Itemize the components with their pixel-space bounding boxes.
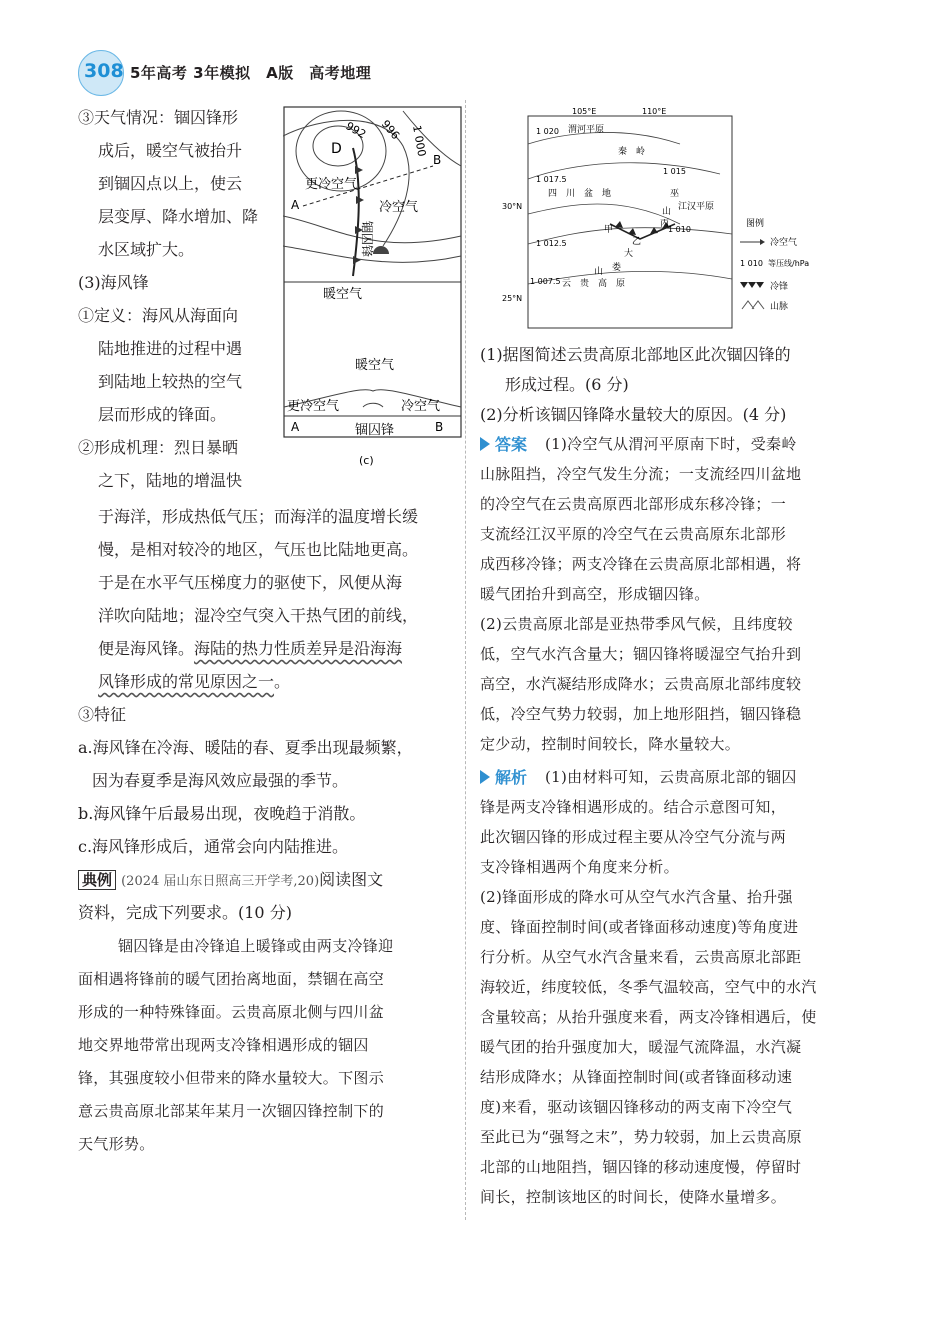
book-title: 5年高考 3年模拟 A版 高考地理 [130, 64, 372, 82]
text-line: 锋，其强度较小但带来的降水量较大。下图示 [78, 1069, 385, 1087]
text-span: 便是海风锋。 [98, 639, 195, 658]
place-label: 渭河平原 [568, 125, 605, 135]
text-line: 资料，完成下列要求。(10 分) [78, 903, 292, 922]
emphasis-text: 风锋形成的常见原因之一 [98, 672, 275, 691]
point-label: B [433, 153, 442, 167]
text-line: 之下，陆地的增温快 [98, 471, 243, 490]
text-line [98, 667, 290, 697]
explanation-text: 结形成降水；从锋面控制时间(或者锋面移动速 [480, 1068, 793, 1086]
occluded-front-figure [283, 106, 463, 476]
text-span: 。 [274, 672, 291, 691]
place-label: 娄 [612, 263, 622, 273]
text-line: 因为春夏季是海风效应最强的季节。 [92, 771, 349, 790]
lat-label: 25°N [502, 294, 523, 303]
explanation-text: 行分析。从空气水汽含量来看，云贵高原北部距 [480, 948, 802, 966]
point-label: A [291, 198, 300, 212]
answer-text: 支流经江汉平原的冷空气在云贵高原东北部形 [480, 525, 787, 543]
explanation-text: (2)锋面形成的降水可从空气水汽含量、抬升强 [480, 888, 793, 906]
explanation-text: 此次锢囚锋的形成过程主要从冷空气分流与两 [480, 828, 787, 846]
column-divider [465, 100, 466, 1220]
explanation-label: 解析 [495, 768, 528, 787]
answer-text: 低，空气水汽含量大；锢囚锋将暖湿空气抬升到 [480, 645, 802, 663]
isobar-label: 1 000 [410, 124, 429, 158]
isobar-value: 1 012.5 [536, 239, 567, 248]
section-heading: (3)海风锋 [78, 273, 149, 292]
legend-arrowhead [760, 239, 765, 245]
point-label: A [291, 420, 300, 434]
text-line: 层而形成的锋面。 [98, 405, 227, 424]
place-label: 山 [594, 267, 604, 277]
legend-title: 图例 [746, 219, 765, 229]
answer-text: 成西移冷锋；两支冷锋在云贵高原北部相遇，将 [480, 555, 802, 573]
text-line: a.海风锋在冷海、暖陆的春、夏季出现最频繁， [78, 738, 413, 757]
place-label: 乙 [632, 237, 642, 247]
example-tag: 典例 [78, 870, 116, 890]
section-label: 锢囚锋 [355, 423, 395, 438]
isobar-value: 1 010 [668, 225, 691, 234]
point-label: B [435, 420, 444, 434]
lat-label: 30°N [502, 202, 523, 211]
explanation-text: 度)来看，驱动该锢囚锋移动的两支南下冷空气 [480, 1098, 793, 1116]
explanation-marker-icon [480, 770, 490, 784]
place-label: 巫 [670, 189, 680, 199]
explanation-text: 度、锋面控制时间(或者锋面移动速度)等角度进 [480, 918, 799, 936]
answer-text: 高空，水汽凝结形成降水；云贵高原北部纬度较 [480, 675, 802, 693]
question: (1)据图简述云贵高原北部地区此次锢囚锋的 [480, 345, 791, 364]
explanation-text: (1)由材料可知，云贵高原北部的锢囚 [545, 768, 797, 786]
text-line: 地交界地带常出现两支冷锋相遇形成的锢囚 [78, 1036, 369, 1054]
lon-label: 110°E [642, 107, 667, 116]
text-line: 意云贵高原北部某年某月一次锢囚锋控制下的 [78, 1102, 385, 1120]
example-header [78, 865, 383, 897]
text-line: 天气形势。 [78, 1135, 155, 1153]
text-line: ②形成机理：烈日暴晒 [78, 438, 239, 457]
place-label: 江汉平原 [678, 202, 715, 212]
map-label: 更冷空气 [305, 177, 358, 192]
place-label: 丙 [660, 219, 670, 229]
text-line [98, 634, 402, 664]
text-line: 到陆地上较热的空气 [98, 372, 243, 391]
place-label: 秦 岭 [618, 147, 646, 157]
legend-text: 冷锋 [770, 282, 789, 292]
section-heading: ③特征 [78, 705, 127, 724]
place-label: 甲 [604, 225, 614, 235]
example-source: (2024 届山东日照高三开学考,20) [121, 874, 320, 889]
text-line: 面相遇将锋前的暖气团抬离地面，禁锢在高空 [78, 970, 385, 988]
text-line: 慢，是相对较冷的地区，气压也比陆地更高。 [98, 540, 419, 559]
explanation-text: 含量较高；从抬升强度来看，两支冷锋相遇后，使 [480, 1008, 817, 1026]
isobar-label: 992 [343, 119, 369, 142]
isobar-label: 996 [378, 117, 403, 143]
place-label: 云 贵 高 原 [562, 279, 626, 289]
question: 形成过程。(6 分) [505, 375, 629, 394]
answer-text: 暖气团抬升到高空，形成锢囚锋。 [480, 585, 710, 603]
front-label: 锢囚锋 [360, 221, 374, 258]
place-label: 大 [624, 249, 634, 259]
map-label: 冷空气 [379, 200, 419, 215]
legend-text: 冷空气 [770, 238, 798, 248]
answer-label: 答案 [495, 435, 528, 454]
section-label: 更冷空气 [287, 399, 340, 414]
text-line: 锢囚锋是由冷锋追上暖锋或由两支冷锋迎 [118, 937, 394, 955]
section-label: 暖空气 [355, 358, 395, 373]
answer-marker-icon [480, 437, 490, 451]
text-line: 陆地推进的过程中遇 [98, 339, 243, 358]
map-label: 暖空气 [323, 287, 363, 302]
weather-map [500, 104, 810, 336]
legend-text: 等压线/hPa [768, 259, 810, 268]
legend-text: 山脉 [770, 302, 789, 312]
text-line: c.海风锋形成后，通常会向内陆推进。 [78, 837, 349, 856]
text-line: 到锢囚点以上，使云 [98, 174, 243, 193]
text-line: 水区域扩大。 [98, 240, 195, 259]
text-line: 于是在水平气压梯度力的驱使下，风便从海 [98, 573, 403, 592]
legend-mountain-symbol [742, 301, 764, 309]
text-line: 形成的一种特殊锋面。云贵高原北侧与四川盆 [78, 1003, 385, 1021]
isobar-value: 1 020 [536, 127, 559, 136]
explanation-text: 至此已为“强弩之末”，势力较弱，加上云贵高原 [480, 1128, 802, 1146]
answer-text: 的冷空气在云贵高原西北部形成东移冷锋；一 [480, 495, 787, 513]
answer-text: 低，冷空气势力较弱，加上地形阻挡，锢囚锋稳 [480, 705, 802, 723]
emphasis-text: 海陆的热力性质差异是沿海海 [194, 639, 403, 658]
text-line: 于海洋，形成热低气压；而海洋的温度增长缓 [98, 507, 419, 526]
explanation-text: 支冷锋相遇两个角度来分析。 [480, 858, 679, 876]
text-line: 成后，暖空气被抬升 [98, 141, 243, 160]
text-line: b.海风锋午后最易出现，夜晚趋于消散。 [78, 804, 366, 823]
low-center: D [331, 141, 342, 157]
question: (2)分析该锢囚锋降水量较大的原因。(4 分) [480, 405, 787, 424]
explanation-text: 间长，控制该地区的时间长，使降水量增多。 [480, 1188, 787, 1206]
explanation-text: 海较近，纬度较低，冬季气温较高，空气中的水汽 [480, 978, 817, 996]
figure-caption: (c) [359, 454, 374, 467]
isobar-value: 1 015 [663, 167, 686, 176]
lon-label: 105°E [572, 107, 597, 116]
text-line: 洋吹向陆地；湿冷空气突入干热气团的前线， [98, 606, 419, 625]
legend-text: 1 010 [740, 259, 763, 268]
place-label: 四 川 盆 地 [548, 189, 612, 199]
explanation-text: 锋是两支冷锋相遇形成的。结合示意图可知， [480, 798, 787, 816]
text-line: 层变厚、降水增加、降 [98, 207, 259, 226]
section-label: 冷空气 [401, 399, 441, 414]
text-span: 阅读图文 [319, 870, 384, 889]
answer-text: 定少动，控制时间较长，降水量较大。 [480, 735, 741, 753]
answer-text: (1)冷空气从渭河平原南下时，受秦岭 [545, 435, 797, 453]
place-label: 山 [662, 207, 672, 217]
text-line: ③天气情况：锢囚锋形 [78, 108, 239, 127]
explanation-text: 暖气团的抬升强度加大，暖湿气流降温，水汽凝 [480, 1038, 802, 1056]
isobar-value: 1 017.5 [536, 175, 567, 184]
text-line: ①定义：海风从海面向 [78, 306, 239, 325]
page-number: 308 [84, 60, 124, 82]
legend-front-symbol [740, 282, 764, 288]
isobar-value: 1 007.5 [530, 277, 561, 286]
answer-text: 山脉阻挡，冷空气发生分流；一支流经四川盆地 [480, 465, 802, 483]
answer-text: (2)云贵高原北部是亚热带季风气候，且纬度较 [480, 615, 793, 633]
explanation-text: 北部的山地阻挡，锢囚锋的移动速度慢，停留时 [480, 1158, 802, 1176]
